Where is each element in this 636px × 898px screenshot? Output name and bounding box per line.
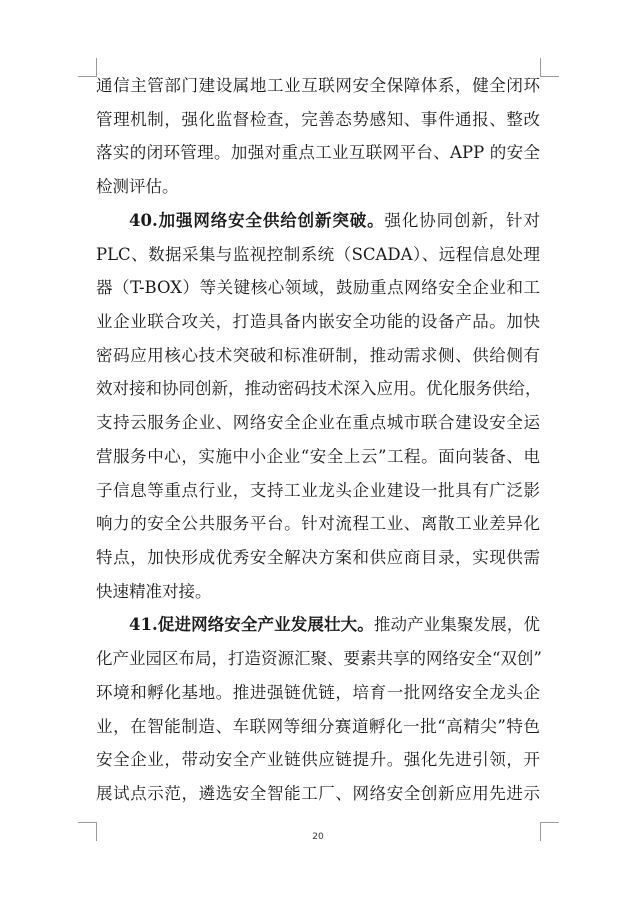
crop-mark-top-right [540, 58, 559, 77]
section-41-heading: 41.促进网络安全产业发展壮大。 [129, 615, 374, 635]
section-41-lead: 推动产业集聚发展，优 [373, 615, 540, 635]
body-line: 支持云服务企业、网络安全企业在重点城市联合建设安全运 [96, 413, 540, 433]
body-line: 展试点示范，遴选安全智能工厂、网络安全创新应用先进示 [96, 784, 540, 803]
section-40-lead: 强化协同创新，针对 [384, 210, 540, 230]
body-line: 特点，加快形成优秀安全解决方案和供应商目录，实现供需 [96, 548, 540, 567]
body-line: 管理机制，强化监督检查，完善态势感知、事件通报、整改 [96, 109, 540, 129]
body-line: 响力的安全公共服务平台。针对流程工业、离散工业差异化 [96, 514, 540, 534]
body-line: 快速精准对接。 [96, 581, 212, 601]
body-line: 子信息等重点行业，支持工业龙头企业建设一批具有广泛影 [96, 480, 540, 500]
body-line: PLC、数据采集与监视控制系统（SCADA）、远程信息处理 [96, 244, 540, 264]
body-line: 环境和孵化基地。推进强链优链，培育一批网络安全龙头企 [96, 682, 540, 702]
body-line: 营服务中心，实施中小企业“安全上云”工程。面向装备、电 [96, 446, 540, 466]
page-number: 20 [312, 832, 324, 842]
body-line: 业，在智能制造、车联网等细分赛道孵化一批“高精尖”特色 [96, 716, 540, 736]
section-40-heading: 40.加强网络安全供给创新突破。 [129, 210, 385, 230]
body-line: 检测评估。 [96, 177, 179, 197]
body-line: 通信主管部门建设属地工业互联网安全保障体系，健全闭环 [96, 76, 540, 95]
section-40-first-line [129, 203, 540, 239]
body-line: 业企业联合攻关，打造具备内嵌安全功能的设备产品。加快 [96, 312, 540, 331]
body-line: 器（T-BOX）等关键核心领域，鼓励重点网络安全企业和工 [96, 278, 540, 298]
body-line: 落实的闭环管理。加强对重点工业互联网平台、APP 的安全 [96, 143, 540, 163]
body-line: 密码应用核心技术突破和标准研制，推动需求侧、供给侧有 [96, 345, 540, 365]
body-line: 安全企业，带动安全产业链供应链提升。强化先进引领，开 [96, 750, 540, 770]
section-41-first-line [129, 607, 540, 643]
body-line: 化产业园区布局，打造资源汇聚、要素共享的网络安全“双创” [96, 649, 542, 669]
body-line: 效对接和协同创新，推动密码技术深入应用。优化服务供给， [96, 379, 542, 399]
crop-mark-top-left [78, 58, 97, 77]
